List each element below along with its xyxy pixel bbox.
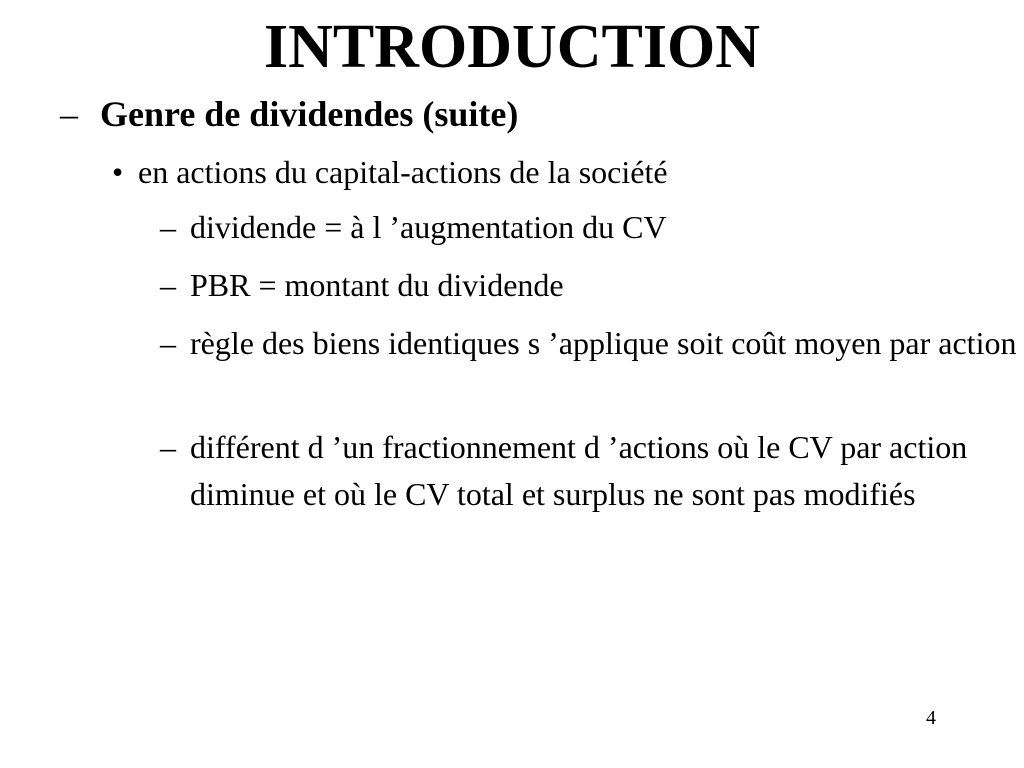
item-dash: –: [160, 209, 176, 245]
bullet-item: [112, 152, 668, 192]
bullet-text: en actions du capital-actions de la société: [138, 154, 668, 190]
page-number: 4: [926, 707, 936, 729]
section-heading: [60, 92, 518, 136]
list-item: [160, 320, 1020, 367]
item-text: dividende = à l ’augmentation du CV: [190, 209, 667, 245]
bullet-marker: •: [112, 154, 124, 190]
heading-dash: –: [60, 94, 78, 134]
item-dash: –: [160, 325, 176, 361]
list-item: [160, 262, 1020, 309]
item-text: PBR = montant du dividende: [190, 267, 564, 303]
heading-text: Genre de dividendes (suite): [100, 94, 519, 134]
list-item: [160, 424, 1020, 518]
item-text: différent d ’un fractionnement d ’actions où le CV par action diminue et où le CV total et surplus ne sont pas modifiés: [190, 429, 968, 512]
item-dash: –: [160, 267, 176, 303]
list-item: [160, 204, 1020, 251]
slide-title: INTRODUCTION: [263, 13, 761, 81]
item-text: règle des biens identiques s ’applique soit coût moyen par action: [190, 325, 1017, 361]
item-dash: –: [160, 429, 176, 465]
